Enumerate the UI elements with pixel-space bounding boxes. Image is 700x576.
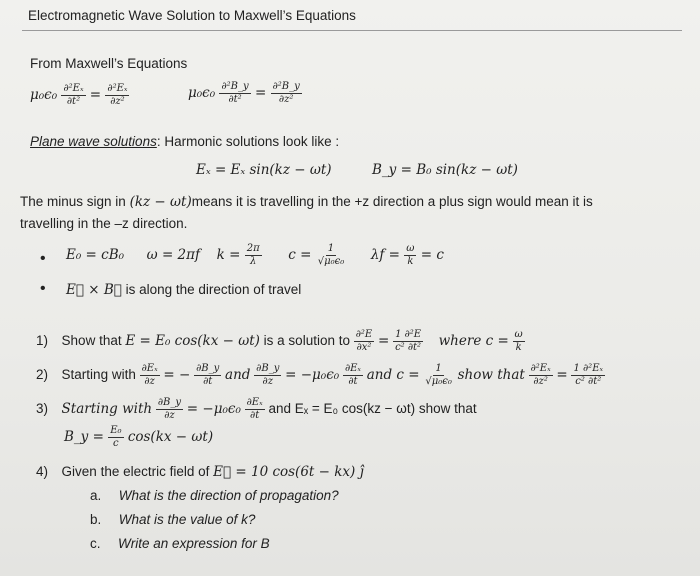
denominator: ∂t: [348, 376, 358, 387]
denominator: k: [515, 342, 522, 353]
minus-sign-line-1: [20, 194, 593, 210]
fraction: [108, 426, 123, 449]
fraction: [513, 330, 525, 353]
question-number: 2): [36, 367, 49, 383]
fraction: [423, 364, 454, 387]
question-4a: [90, 488, 339, 503]
question-3: [36, 398, 477, 421]
numerator: 1: [327, 243, 335, 254]
numerator: ∂²Eₓ: [107, 83, 128, 94]
denominator: √μ₀ϵ₀: [425, 376, 452, 387]
numerator: 1 ∂²E: [395, 329, 422, 340]
coeff: μ₀ϵ₀: [30, 87, 58, 103]
math: Starting with: [61, 401, 153, 418]
denominator: ∂z: [144, 376, 155, 387]
k-relation: k =: [216, 247, 241, 263]
denominator: k: [407, 256, 414, 267]
sub-question: What is the direction of propagation?: [118, 488, 339, 503]
plane-wave-heading: [30, 134, 339, 149]
denominator: ∂z²: [278, 94, 294, 105]
numerator: E₀: [110, 425, 122, 436]
fraction: [156, 398, 183, 421]
numerator: ∂Eₓ: [246, 397, 263, 408]
numerator: ∂²B_y: [221, 81, 249, 92]
fraction: [140, 364, 160, 387]
fraction: [105, 84, 129, 107]
text: and Eₓ = E₀ cos(kz − ωt) show that: [268, 401, 477, 417]
question-number: 3): [36, 401, 49, 417]
bullet-cross-product: [66, 282, 301, 298]
sub-label: c.: [90, 536, 101, 551]
lambda-f-rhs: = c: [420, 247, 444, 263]
text: Show that: [61, 333, 126, 349]
fraction: [343, 364, 363, 387]
fraction: [404, 244, 416, 267]
numerator: 1: [435, 363, 442, 374]
question-number: 1): [36, 333, 49, 349]
text: Starting with: [61, 367, 140, 383]
numerator: ∂Eₓ: [344, 363, 361, 374]
numerator: ∂²Eₓ: [530, 363, 551, 374]
by-lhs: B_y =: [64, 429, 104, 445]
math: (kz − ωt): [129, 194, 192, 210]
question-3-result: [64, 426, 213, 449]
maxwell-equation-b: μ₀ϵ₀ $\frac{\text{∂²B\_y}}{\text{∂t²}}$ = $\frac{\text{∂²B\_y}}{\text{∂z²}}$: [188, 81, 300, 105]
denominator: λ: [250, 256, 257, 267]
denominator: √μ₀ϵ₀: [317, 256, 345, 267]
text: The minus sign in: [20, 194, 130, 209]
bullet-dot: •: [40, 280, 46, 297]
question-4c: [90, 536, 270, 551]
math: = −μ₀ϵ₀: [186, 401, 241, 418]
coeff: μ₀ϵ₀: [188, 85, 216, 101]
fraction: [354, 330, 374, 353]
denominator: ∂t: [203, 376, 213, 387]
page-title: Electromagnetic Wave Solution to Maxwell’s Equations: [28, 8, 356, 23]
title-divider: [22, 30, 682, 31]
equals: =: [377, 333, 390, 350]
math: and c =: [366, 367, 420, 384]
plane-wave-text: : Harmonic solutions look like :: [156, 134, 340, 149]
fraction: [571, 364, 605, 387]
bullet-relations: [66, 244, 444, 267]
numerator: ∂²B_y: [272, 81, 300, 92]
bullet-dot: •: [40, 250, 46, 267]
e0-relation: E₀ = cB₀: [66, 247, 125, 263]
question-number: 4): [36, 464, 49, 479]
sub-label: b.: [90, 512, 102, 527]
sub-question: Write an expression for B: [118, 536, 270, 551]
denominator: ∂z: [262, 376, 273, 387]
fraction: [61, 84, 85, 107]
fraction: [393, 330, 423, 353]
denominator: c: [113, 438, 119, 449]
denominator: ∂t²: [66, 96, 81, 107]
numerator: ∂²Eₓ: [63, 83, 84, 94]
fraction: [529, 364, 553, 387]
math: where c =: [438, 333, 509, 350]
maxwell-equation-e: μ₀ϵ₀ $\frac{\text{∂²Eₓ}}{\text{∂t²}}$ = $\frac{\text{∂²Eₓ}}{\text{∂z²}}$: [30, 83, 128, 107]
denominator: c² ∂t²: [575, 376, 602, 387]
c-relation: c =: [288, 247, 312, 263]
numerator: ∂B_y: [256, 363, 280, 374]
text: Given the electric field of: [61, 464, 214, 479]
question-2: [36, 364, 605, 387]
fraction: [219, 82, 250, 105]
text: is a solution to: [259, 333, 354, 349]
text: means it is travelling in the +z direction a plus sign would mean it is: [191, 194, 593, 209]
numerator: ∂B_y: [157, 397, 182, 408]
math: and: [225, 367, 251, 384]
math: show that: [457, 367, 525, 384]
fraction: [271, 82, 302, 105]
numerator: ∂Eₓ: [141, 363, 158, 374]
math: = −μ₀ϵ₀: [285, 367, 340, 384]
lambda-f-relation: λf =: [370, 247, 400, 263]
omega-relation: ω = 2πf: [146, 247, 201, 263]
numerator: 1 ∂²Eₓ: [573, 363, 604, 374]
question-4: [36, 464, 364, 480]
denominator: ∂t²: [228, 94, 242, 105]
minus-sign-line-2: travelling in the –z direction.: [20, 216, 188, 231]
equals: =: [556, 367, 568, 384]
denominator: ∂z: [164, 410, 175, 421]
fraction: [316, 244, 347, 267]
numerator: 2π: [246, 243, 260, 254]
numerator: ∂B_y: [196, 363, 220, 374]
denominator: ∂x²: [356, 342, 372, 353]
question-4b: [90, 512, 255, 527]
solution-by: B_y = B₀ sin(kz − ωt): [372, 162, 518, 178]
sub-label: a.: [90, 488, 102, 503]
math: E = E₀ cos(kx − ωt): [125, 333, 260, 350]
fraction: [194, 364, 221, 387]
denominator: ∂z²: [533, 376, 548, 387]
cross-product: E⃗ × B⃗: [66, 282, 122, 298]
math: E⃗ = 10 cos(6t − kx) ĵ: [213, 464, 364, 480]
plane-wave-label: Plane wave solutions: [30, 134, 157, 149]
fraction: [245, 398, 265, 421]
maxwell-intro: From Maxwell’s Equations: [30, 56, 188, 71]
question-1: [36, 330, 525, 353]
sub-question: What is the value of k?: [118, 512, 256, 527]
text: is along the direction of travel: [121, 282, 302, 297]
fraction: [245, 244, 262, 267]
math: = −: [163, 367, 191, 384]
by-rhs: cos(kx − ωt): [127, 429, 214, 445]
solution-ex: Eₓ = Eₓ sin(kz − ωt): [196, 162, 332, 178]
numerator: ∂²E: [355, 329, 373, 340]
denominator: ∂z²: [110, 96, 125, 107]
denominator: c² ∂t²: [395, 342, 422, 353]
denominator: ∂t: [250, 410, 260, 421]
fraction: [254, 364, 281, 387]
numerator: ω: [406, 243, 415, 254]
numerator: ω: [514, 329, 523, 340]
